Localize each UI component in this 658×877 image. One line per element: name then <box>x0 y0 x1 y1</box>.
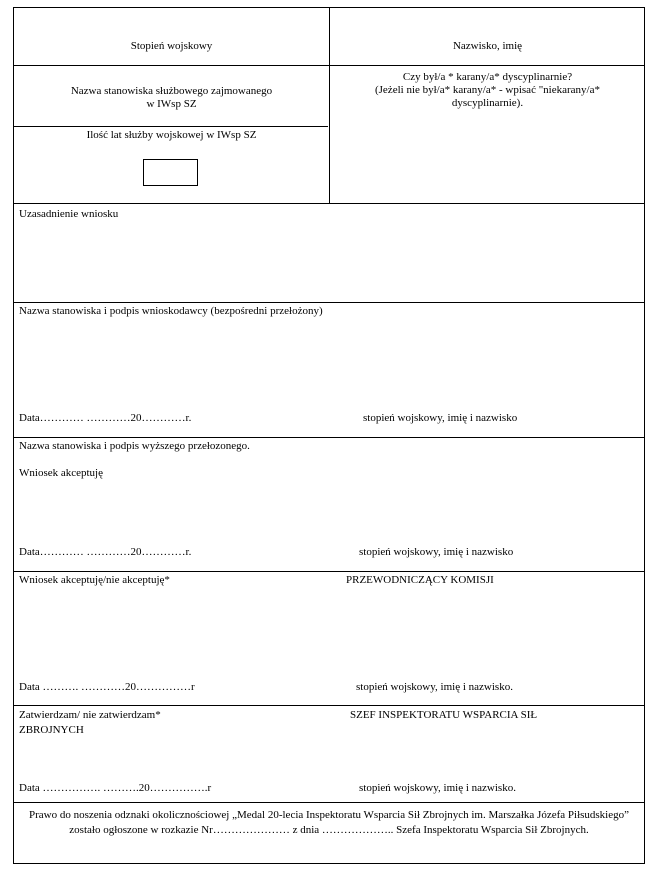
superior-signature: stopień wojskowy, imię i nazwisko <box>359 546 514 558</box>
divider <box>14 437 644 438</box>
application-form <box>13 7 645 864</box>
name-cell <box>330 8 645 65</box>
applicant-date: Data………… …………20…………r. <box>19 412 192 424</box>
commission-signature: stopień wojskowy, imię i nazwisko. <box>356 681 513 693</box>
applicant-label: Nazwa stanowiska i podpis wnioskodawcy (bezpośredni przełożony) <box>19 305 323 317</box>
divider <box>14 571 644 572</box>
commission-date: Data ………. …………20……………r <box>19 681 195 693</box>
name-label: Nazwisko, imię <box>452 40 523 52</box>
divider <box>14 65 644 66</box>
superior-date: Data………… …………20…………r. <box>19 546 192 558</box>
commission-title: PRZEWODNICZĄCY KOMISJI <box>346 574 494 586</box>
years-label: Ilość lat służby wojskowej w IWsp SZ <box>86 129 257 141</box>
rank-cell <box>14 8 329 65</box>
chief-label: Zatwierdzam/ nie zatwierdzam* <box>19 709 161 721</box>
chief-date: Data ……………. ……….20…………….r <box>19 782 212 794</box>
superior-accept: Wniosek akceptuję <box>19 467 103 479</box>
justification-label: Uzasadnienie wniosku <box>19 208 119 220</box>
divider <box>14 302 644 303</box>
footer-note: Prawo do noszenia odznaki okolicznościowej „Medal 20-lecia Inspektoratu Wsparcia Sił Zbrojnych im. Marszałka Józefa Piłsudskiego” zostało ogłoszone w rozkazie Nr………………… z dnia ……………….. Szefa Inspektoratu Wsparcia Sił Zbrojnych. <box>28 809 630 836</box>
divider <box>14 802 644 803</box>
rank-label: Stopień wojskowy <box>130 40 213 52</box>
position-label: Nazwa stanowiska służbowego zajmowanego w IWsp SZ <box>70 85 273 110</box>
divider <box>14 126 328 127</box>
chief-signature: stopień wojskowy, imię i nazwisko. <box>359 782 516 794</box>
divider <box>14 705 644 706</box>
chief-title: SZEF INSPEKTORATU WSPARCIA SIŁ <box>350 709 538 721</box>
years-input-box[interactable] <box>143 159 198 186</box>
commission-label: Wniosek akceptuję/nie akceptuję* <box>19 574 170 586</box>
applicant-signature: stopień wojskowy, imię i nazwisko <box>363 412 518 424</box>
disciplinary-label: Czy był/a * karany/a* dyscyplinarnie? (Jeżeli nie był/a* karany/a* - wpisać "niekarany/a* dyscyplinarnie). <box>374 71 600 109</box>
chief-title-cont: ZBROJNYCH <box>19 724 84 736</box>
divider <box>14 203 644 204</box>
superior-label: Nazwa stanowiska i podpis wyższego przełozonego. <box>19 440 250 452</box>
